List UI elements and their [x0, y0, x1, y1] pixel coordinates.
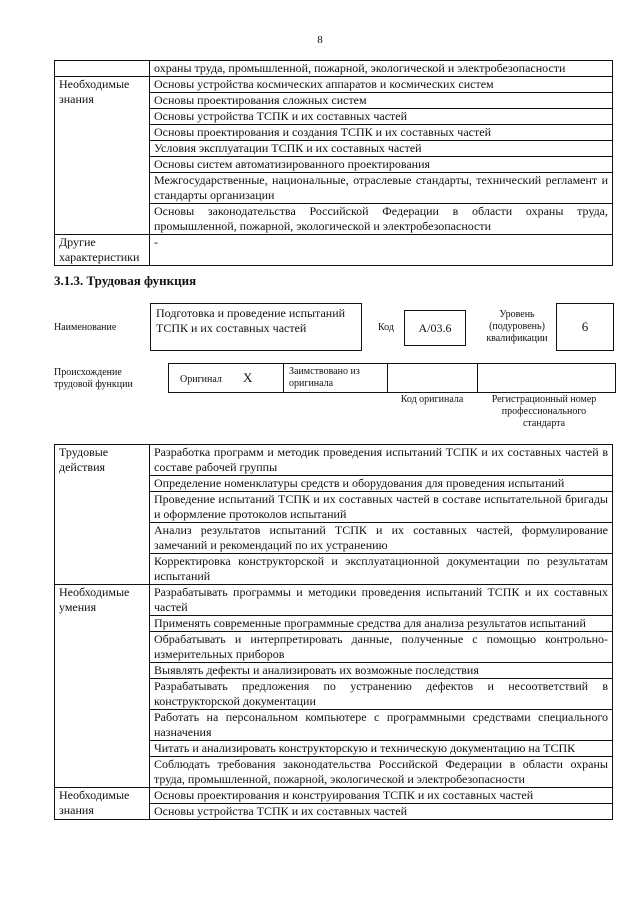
original-code-caption: Код оригинала [400, 394, 464, 405]
skill-item: Выявлять дефекты и анализировать их возможные последствия [150, 663, 613, 679]
knowledge-label: Необходимые знания [55, 77, 150, 235]
skill-item: Разрабатывать программы и методики проведения испытаний ТСПК и их составных частей [150, 585, 613, 616]
knowledge-item: Основы проектирования и конструирования ТСПК и их составных частей [150, 788, 613, 804]
empty-label-cell [55, 61, 150, 77]
skills-label: Необходимые умения [55, 585, 150, 788]
function-name-box: Подготовка и проведение испытаний ТСПК и их составных частей [150, 303, 362, 351]
original-label: Оригинал [180, 374, 222, 385]
knowledge-item: Основы устройства космических аппаратов и космических систем [150, 77, 613, 93]
function-code-box: А/03.6 [404, 310, 466, 346]
divider [387, 364, 388, 392]
original-mark: X [243, 370, 253, 385]
section-heading: 3.1.3. Трудовая функция [54, 273, 197, 288]
code-label: Код [378, 322, 394, 333]
knowledge-item: Основы проектирования и создания ТСПК и их составных частей [150, 125, 613, 141]
knowledge-item: Межгосударственные, национальные, отраслевые стандарты, технический регламент и стандарты организации [150, 173, 613, 204]
other-characteristics-label: Другие характеристики [55, 235, 150, 266]
action-item: Анализ результатов испытаний ТСПК и их составных частей, формулирование замечаний и рекомендаций по их устранению [150, 523, 613, 554]
name-label: Наименование [54, 322, 117, 333]
knowledge-table-continued [54, 60, 613, 266]
knowledge-item: Основы систем автоматизированного проектирования [150, 157, 613, 173]
knowledge-item: Основы проектирования сложных систем [150, 93, 613, 109]
level-value-box: 6 [556, 303, 614, 351]
knowledge-item: Условия эксплуатации ТСПК и их составных частей [150, 141, 613, 157]
reg-number-caption: Регистрационный номер профессионального стандарта [491, 394, 597, 429]
page-number: 8 [317, 34, 323, 46]
origin-label: Происхождение трудовой функции [54, 367, 133, 390]
action-item: Разработка программ и методик проведения испытаний ТСПК и их составных частей в составе рабочей группы [150, 445, 613, 476]
knowledge-item: Основы устройства ТСПК и их составных частей [150, 109, 613, 125]
borrowed-label: Заимствовано из оригинала [289, 366, 360, 389]
knowledge-item: Основы устройства ТСПК и их составных частей [150, 804, 613, 820]
knowledge-label: Необходимые знания [55, 788, 150, 820]
skill-item: Обрабатывать и интерпретировать данные, полученные с помощью контрольно-измерительных приборов [150, 632, 613, 663]
action-item: Корректировка конструкторской и эксплуатационной документации по результатам испытаний [150, 554, 613, 585]
skill-item: Работать на персональном компьютере с программными средствами специального назначения [150, 710, 613, 741]
action-item: Определение номенклатуры средств и оборудования для проведения испытаний [150, 476, 613, 492]
level-label: Уровень (подуровень) квалификации [486, 309, 548, 344]
other-characteristics-value: - [150, 235, 613, 266]
labor-function-table [54, 444, 613, 820]
divider [477, 364, 478, 392]
skill-item: Применять современные программные средства для анализа результатов испытаний [150, 616, 613, 632]
divider [283, 364, 284, 392]
skill-item: Читать и анализировать конструкторскую и техническую документацию на ТСПК [150, 741, 613, 757]
action-item: Проведение испытаний ТСПК и их составных частей в составе испытательной бригады и оформление протоколов испытаний [150, 492, 613, 523]
skill-item: Соблюдать требования законодательства Российской Федерации в области охраны труда, промышленной, пожарной, экологической и электробезопасности [150, 757, 613, 788]
actions-label: Трудовые действия [55, 445, 150, 585]
origin-box [168, 363, 616, 393]
continued-text: охраны труда, промышленной, пожарной, экологической и электробезопасности [150, 61, 613, 77]
skill-item: Разрабатывать предложения по устранению дефектов и несоответствий в конструкторской документации [150, 679, 613, 710]
knowledge-item: Основы законодательства Российской Федерации в области охраны труда, промышленной, пожарной, экологической и электробезопасности [150, 204, 613, 235]
